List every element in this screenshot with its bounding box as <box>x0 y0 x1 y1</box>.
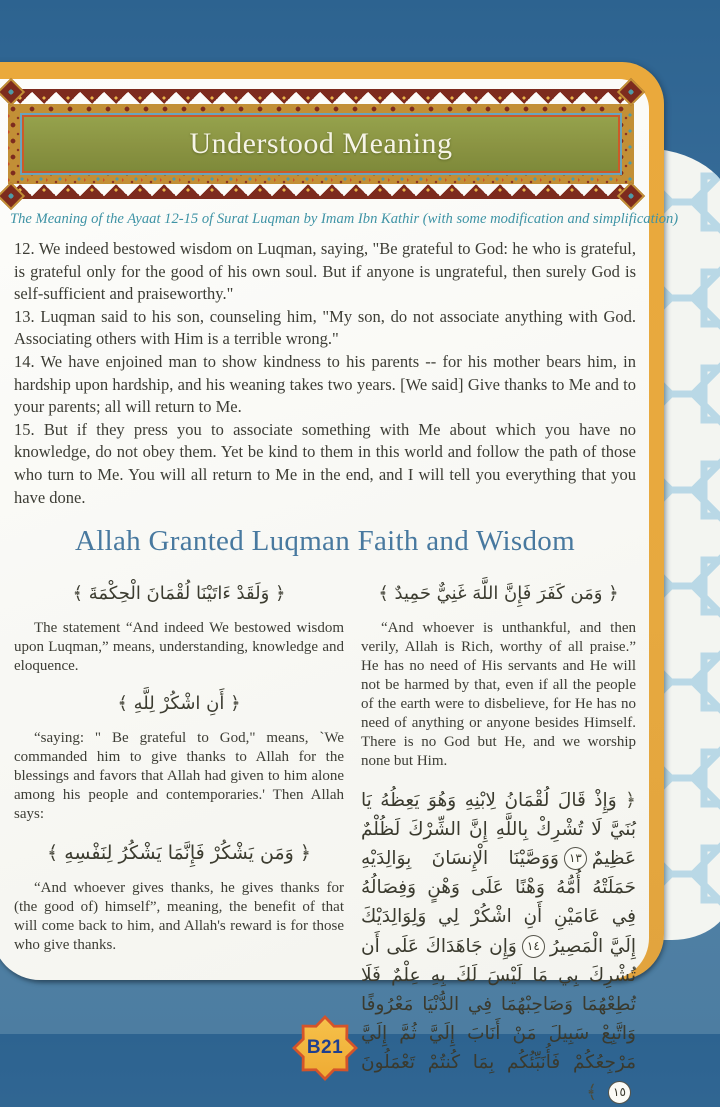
arabic-verse-be-grateful: ﴿ أَنِ اشْكُرْ لِلَّهِ ﴾ <box>117 693 241 715</box>
banner-fringe-top <box>8 89 634 104</box>
section-heading: Allah Granted Luqman Faith and Wisdom <box>75 525 575 558</box>
ornamental-banner <box>8 89 634 199</box>
commentary-paragraph: “And whoever gives thanks, he gives thanks for (the good of) himself”, meaning, the benefit of that will come back to him, and Allah's reward is for those who give thanks. <box>14 880 344 954</box>
ayah-number-medallion: ١٣ <box>564 847 587 870</box>
ayah-number-medallion: ١٥ <box>608 1081 631 1104</box>
commentary-paragraph: “And whoever is unthankful, and then verily, Allah is Rich, worthy of all praise.” He has no need of His servants and He will not be harmed by that, even if all the people of the earth were to disbelieve, for He has no need of anything or anyone besides Himself. There is no God but He, and we worship none but Him. <box>361 620 636 770</box>
banner-fringe-bottom <box>8 184 634 199</box>
commentary-paragraph: “saying: " Be grateful to God," means, `We commanded him to give thanks to Allah for the blessings and favors that Allah had given to him alone among his people and contemporaries.' Then Allah says: <box>14 730 344 823</box>
ayah-translation-14: 14. We have enjoined man to show kindness to his parents -- for his mother bears him, in hardship upon hardship, and his weaning takes two years. [We said] Give thanks to Me and to your parents; all will return to Me. <box>14 351 636 417</box>
book-page <box>0 62 679 1103</box>
quran-ayaat-block: ﴿ وَإِذْ قَالَ لُقْمَانُ لِابْنِهِ وَهُوَ يَعِظُهُ يَا بُنَيَّ لَا تُشْرِكْ بِاللَّهِ إِنَّ الشِّرْكَ لَظُلْمٌ عَظِيمٌ١٣وَوَصَّيْنَا الْإِنسَانَ بِوَالِدَيْهِ حَمَلَتْهُ أُمُّهُ وَهْنًا عَلَى وَهْنٍ وَفِصَالُهُ فِي عَامَيْنِ أَنِ اشْكُرْ لِي وَلِوَالِدَيْكَ إِلَيَّ الْمَصِيرُ١٤وَإِن جَاهَدَاكَ عَلَى أَن تُشْرِكَ بِي مَا لَيْسَ لَكَ بِهِ عِلْمٌ فَلَا تُطِعْهُمَا وَصَاحِبْهُمَا فِي الدُّنْيَا مَعْرُوفًا وَاتَّبِعْ سَبِيلَ مَنْ أَنَابَ إِلَيَّ ثُمَّ إِلَيَّ مَرْجِعُكُمْ فَأُنَبِّئُكُم بِمَا كُنتُمْ تَعْمَلُونَ١٥ ﴾ <box>361 789 636 1103</box>
page-title: Understood Meaning <box>189 127 453 160</box>
page-number-badge <box>292 1015 358 1081</box>
arabic-verse-unthankful: ﴿ وَمَن كَفَرَ فَإِنَّ اللَّهَ غَنِيٌّ حَمِيدٌ ﴾ <box>378 583 619 605</box>
ayah-number-medallion: ١٤ <box>522 935 545 958</box>
page-number: B21 <box>306 1037 344 1058</box>
ayah-translation-13: 13. Luqman said to his son, counseling him, "My son, do not associate anything with God. Associating others with Him is a terrible wrong." <box>14 306 636 349</box>
translation-paragraphs <box>14 238 636 509</box>
banner-arabesque-band <box>8 104 634 184</box>
arabic-verse-wisdom: ﴿ وَلَقَدْ ءَاتَيْنَا لُقْمَانَ الْحِكْمَةَ ﴾ <box>72 583 286 605</box>
ayah-translation-15: 15. But if they press you to associate something with Me about which you have no knowledge, do not obey them. Yet be kind to them in this world and follow the path of those who turn to Me. You will all return to Me in the end, and I will tell you everything that you have done. <box>14 419 636 507</box>
chapter-subtitle: The Meaning of the Ayaat 12-15 of Surat Luqman by Imam Ibn Kathir (with some modification and simplification) <box>10 211 679 227</box>
ayah-translation-12: 12. We indeed bestowed wisdom on Luqman, saying, "Be grateful to God: he who is grateful, is grateful only for the good of his own soul. But if anyone is ungrateful, then surely God is self-sufficient and praiseworthy." <box>14 239 636 304</box>
arabic-verse-gives-thanks: ﴿ وَمَن يَشْكُرْ فَإِنَّمَا يَشْكُرُ لِنَفْسِهِ ﴾ <box>47 841 311 864</box>
commentary-paragraph: The statement “And indeed We bestowed wisdom upon Luqman,” means, understanding, knowledge and eloquence. <box>14 620 344 675</box>
right-column <box>361 566 636 1107</box>
banner-title-field <box>24 117 618 171</box>
